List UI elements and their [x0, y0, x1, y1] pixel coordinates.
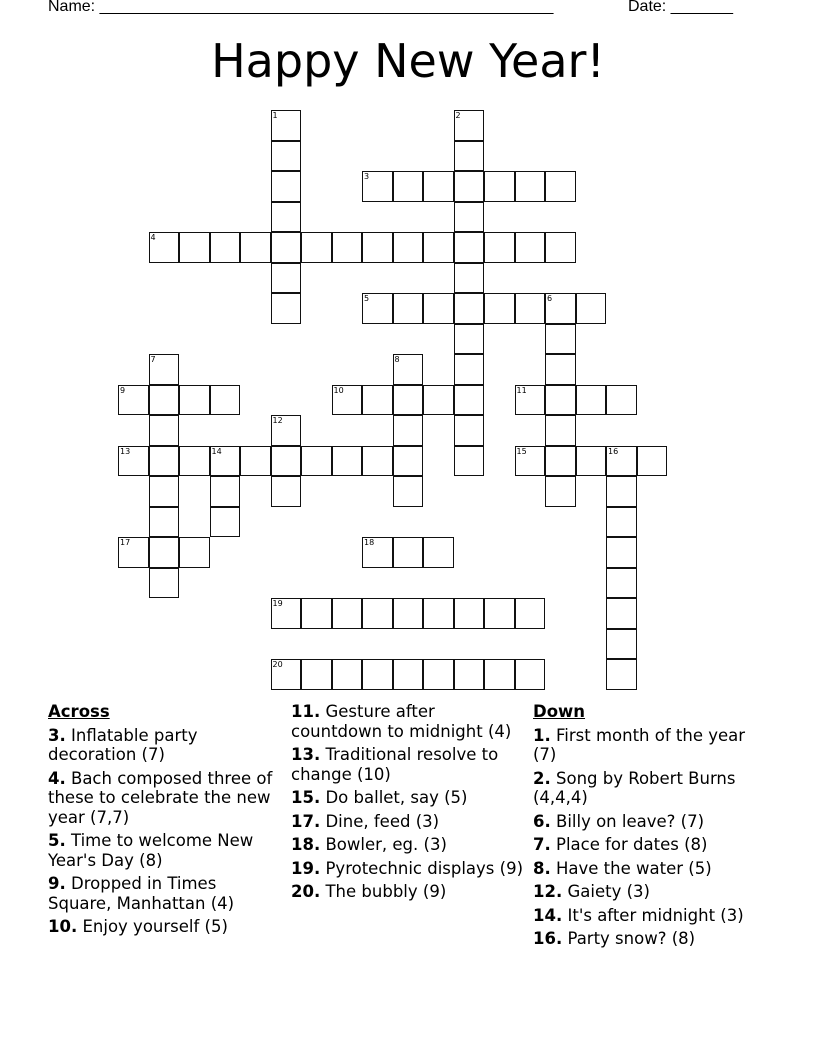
clues-column-3 — [533, 702, 773, 953]
clue-item: 9. Dropped in Times Square, Manhattan (4) — [48, 874, 235, 913]
crossword-cell[interactable] — [271, 263, 302, 294]
clue-number: 5 — [364, 294, 370, 303]
clue-item: 10. Enjoy yourself (5) — [48, 917, 228, 936]
crossword-cell[interactable] — [423, 598, 454, 629]
clue-number: 19 — [272, 599, 283, 608]
crossword-cell[interactable] — [545, 476, 576, 507]
crossword-cell[interactable] — [210, 507, 241, 538]
crossword-cell[interactable] — [240, 232, 271, 263]
crossword-cell[interactable] — [545, 446, 576, 477]
crossword-cell[interactable] — [149, 446, 180, 477]
crossword-cell[interactable] — [576, 385, 607, 416]
crossword-cell[interactable] — [271, 293, 302, 324]
crossword-cell[interactable] — [606, 629, 637, 660]
crossword-cell[interactable] — [515, 171, 546, 202]
clue-number: 7 — [150, 355, 156, 364]
crossword-cell[interactable] — [362, 659, 393, 690]
crossword-cell[interactable] — [118, 537, 149, 568]
crossword-cell[interactable] — [271, 232, 302, 263]
clue-item: 8. Have the water (5) — [533, 858, 712, 878]
crossword-cell[interactable] — [545, 385, 576, 416]
crossword-cell[interactable] — [454, 385, 485, 416]
crossword-cell[interactable] — [484, 598, 515, 629]
crossword-cell[interactable] — [423, 171, 454, 202]
clue-item: 17. Dine, feed (3) — [291, 811, 440, 831]
crossword-cell[interactable] — [393, 232, 424, 263]
crossword-cell[interactable] — [149, 537, 180, 568]
crossword-cell[interactable] — [362, 537, 393, 568]
clue-number: 17 — [120, 538, 131, 547]
clue-number: 6 — [547, 294, 553, 303]
crossword-cell[interactable] — [606, 385, 637, 416]
clue-number: 3 — [364, 172, 370, 181]
clue-item: 6. Billy on leave? (7) — [533, 811, 705, 831]
clue-item: 3. Inflatable party decoration (7) — [48, 725, 198, 764]
crossword-cell[interactable] — [362, 598, 393, 629]
crossword-cell[interactable] — [271, 659, 302, 690]
name-field-label: Name: ___________________________________________________ — [48, 0, 554, 15]
crossword-cell[interactable] — [210, 385, 241, 416]
crossword-cell[interactable] — [637, 446, 668, 477]
crossword-cell[interactable] — [362, 293, 393, 324]
crossword-cell[interactable] — [271, 446, 302, 477]
crossword-cell[interactable] — [149, 232, 180, 263]
clue-number: 18 — [364, 538, 375, 547]
crossword-cell[interactable] — [545, 293, 576, 324]
crossword-cell[interactable] — [210, 476, 241, 507]
crossword-cell[interactable] — [149, 354, 180, 385]
crossword-cell[interactable] — [332, 446, 363, 477]
clue-number: 15 — [516, 446, 527, 456]
crossword-cell[interactable] — [149, 507, 180, 538]
crossword-cell[interactable] — [149, 385, 180, 416]
clue-item: 12. Gaiety (3) — [533, 882, 650, 901]
crossword-cell[interactable] — [179, 446, 210, 477]
crossword-cell[interactable] — [606, 507, 637, 538]
crossword-cell[interactable] — [301, 598, 332, 629]
crossword-cell[interactable] — [423, 293, 454, 324]
crossword-cell[interactable] — [606, 598, 637, 629]
crossword-cell[interactable] — [515, 385, 546, 416]
crossword-cell[interactable] — [515, 293, 546, 324]
clues-column-1 — [48, 702, 280, 941]
crossword-cell[interactable] — [210, 232, 241, 263]
crossword-cell[interactable] — [118, 446, 149, 477]
crossword-cell[interactable] — [423, 659, 454, 690]
across-heading: Across — [48, 702, 110, 721]
crossword-cell[interactable] — [454, 202, 485, 233]
crossword-cell[interactable] — [393, 354, 424, 385]
clue-item: 11. Gesture after countdown to midnight (4) — [291, 702, 512, 741]
crossword-cell[interactable] — [301, 232, 332, 263]
crossword-cell[interactable] — [362, 446, 393, 477]
crossword-cell[interactable] — [423, 537, 454, 568]
crossword-cell[interactable] — [179, 537, 210, 568]
crossword-cell[interactable] — [362, 171, 393, 202]
clue-item: 1. First month of the year (7) — [533, 725, 746, 764]
crossword-cell[interactable] — [179, 385, 210, 416]
crossword-cell[interactable] — [149, 415, 180, 446]
crossword-cell[interactable] — [606, 476, 637, 507]
clue-number: 10 — [333, 385, 344, 395]
crossword-cell[interactable] — [423, 385, 454, 416]
crossword-cell[interactable] — [545, 354, 576, 385]
crossword-cell[interactable] — [393, 385, 424, 416]
crossword-cell[interactable] — [484, 659, 515, 690]
page-title: Happy New Year! — [211, 34, 605, 88]
crossword-cell[interactable] — [332, 598, 363, 629]
crossword-cell[interactable] — [515, 232, 546, 263]
down-heading: Down — [533, 702, 586, 721]
clue-item: 5. Time to welcome New Year's Day (8) — [48, 831, 254, 870]
clue-item: 14. It's after midnight (3) — [533, 905, 744, 925]
clue-item: 16. Party snow? (8) — [533, 929, 696, 948]
crossword-cell[interactable] — [179, 232, 210, 263]
crossword-cell[interactable] — [271, 202, 302, 233]
clue-item: 4. Bach composed three of these to celebrate the new year (7,7) — [48, 768, 273, 827]
crossword-cell[interactable] — [515, 659, 546, 690]
crossword-cell[interactable] — [393, 598, 424, 629]
clues-column-2 — [291, 702, 531, 906]
crossword-cell[interactable] — [301, 446, 332, 477]
crossword-cell[interactable] — [606, 659, 637, 690]
clue-number: 11 — [516, 385, 527, 395]
crossword-cell[interactable] — [454, 263, 485, 294]
crossword-cell[interactable] — [454, 354, 485, 385]
clue-number: 2 — [455, 111, 461, 120]
crossword-cell[interactable] — [606, 446, 637, 477]
crossword-cell[interactable] — [393, 659, 424, 690]
crossword-cell[interactable] — [210, 446, 241, 477]
clue-number: 1 — [272, 111, 278, 120]
crossword-cell[interactable] — [149, 476, 180, 507]
clue-item: 13. Traditional resolve to change (10) — [291, 745, 499, 784]
crossword-cell[interactable] — [393, 293, 424, 324]
crossword-cell[interactable] — [454, 324, 485, 355]
crossword-cell[interactable] — [454, 110, 485, 141]
clue-number: 12 — [272, 416, 283, 425]
crossword-cell[interactable] — [332, 232, 363, 263]
crossword-cell[interactable] — [576, 446, 607, 477]
crossword-cell[interactable] — [393, 476, 424, 507]
crossword-cell[interactable] — [606, 537, 637, 568]
clue-item: 15. Do ballet, say (5) — [291, 788, 468, 807]
clue-item: 7. Place for dates (8) — [533, 835, 708, 854]
date-field-label: Date: _______ — [628, 0, 733, 15]
crossword-cell[interactable] — [454, 293, 485, 324]
crossword-cell[interactable] — [240, 446, 271, 477]
crossword-cell[interactable] — [332, 385, 363, 416]
crossword-cell[interactable] — [484, 232, 515, 263]
crossword-cell[interactable] — [515, 598, 546, 629]
clue-number: 8 — [394, 355, 400, 364]
crossword-cell[interactable] — [393, 171, 424, 202]
crossword-cell[interactable] — [362, 232, 393, 263]
crossword-cell[interactable] — [454, 598, 485, 629]
crossword-cell[interactable] — [332, 659, 363, 690]
crossword-cell[interactable] — [271, 415, 302, 446]
crossword-cell[interactable] — [454, 446, 485, 477]
crossword-cell[interactable] — [545, 324, 576, 355]
clue-item: 18. Bowler, eg. (3) — [291, 835, 447, 854]
crossword-cell[interactable] — [271, 476, 302, 507]
clue-item: 20. The bubbly (9) — [291, 882, 447, 901]
crossword-cell[interactable] — [454, 415, 485, 446]
crossword-cell[interactable] — [118, 385, 149, 416]
crossword-cell[interactable] — [454, 659, 485, 690]
crossword-cell[interactable] — [454, 171, 485, 202]
clue-item: 19. Pyrotechnic displays (9) — [291, 858, 524, 878]
crossword-cell[interactable] — [515, 446, 546, 477]
crossword-cell[interactable] — [271, 110, 302, 141]
crossword-cell[interactable] — [423, 232, 454, 263]
crossword-cell[interactable] — [271, 171, 302, 202]
clue-item: 2. Song by Robert Burns (4,4,4) — [533, 768, 736, 807]
crossword-cell[interactable] — [301, 659, 332, 690]
clue-number: 20 — [272, 660, 283, 669]
clue-number: 16 — [608, 446, 619, 456]
crossword-cell[interactable] — [393, 446, 424, 477]
crossword-cell[interactable] — [606, 568, 637, 599]
crossword-cell[interactable] — [393, 537, 424, 568]
crossword-cell[interactable] — [362, 385, 393, 416]
clue-number: 9 — [120, 385, 126, 395]
crossword-cell[interactable] — [271, 141, 302, 172]
crossword-cell[interactable] — [545, 232, 576, 263]
crossword-cell[interactable] — [484, 171, 515, 202]
crossword-cell[interactable] — [576, 293, 607, 324]
crossword-cell[interactable] — [484, 293, 515, 324]
clue-number: 14 — [211, 446, 222, 456]
crossword-cell[interactable] — [545, 171, 576, 202]
clue-number: 4 — [150, 233, 156, 242]
crossword-cell[interactable] — [149, 568, 180, 599]
crossword-cell[interactable] — [454, 232, 485, 263]
crossword-cell[interactable] — [454, 141, 485, 172]
crossword-cell[interactable] — [271, 598, 302, 629]
clue-number: 13 — [120, 446, 131, 456]
crossword-cell[interactable] — [393, 415, 424, 446]
crossword-cell[interactable] — [545, 415, 576, 446]
